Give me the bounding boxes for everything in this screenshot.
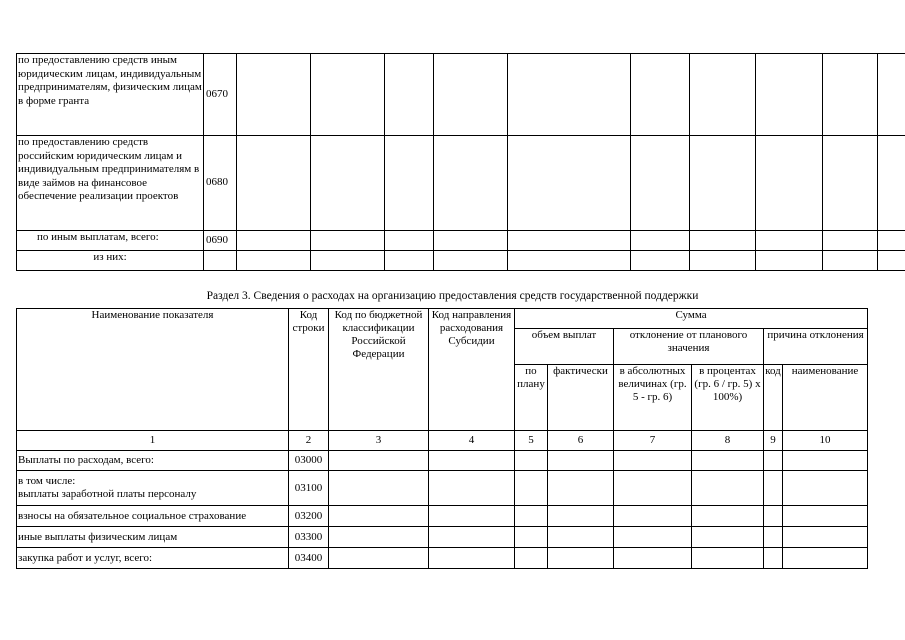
empty-cell[interactable] <box>515 451 548 471</box>
empty-cell[interactable] <box>311 136 385 231</box>
empty-cell[interactable] <box>764 506 783 527</box>
table-row <box>17 451 868 471</box>
row-code: 03100 <box>289 471 329 506</box>
row-label-main: выплаты заработной платы персоналу <box>18 488 197 500</box>
empty-cell[interactable] <box>756 54 823 136</box>
empty-cell[interactable] <box>515 506 548 527</box>
empty-cell[interactable] <box>385 251 434 271</box>
empty-cell[interactable] <box>614 506 692 527</box>
empty-cell[interactable] <box>311 251 385 271</box>
empty-cell[interactable] <box>878 54 905 136</box>
empty-cell[interactable] <box>385 231 434 251</box>
empty-cell[interactable] <box>429 471 515 506</box>
empty-cell[interactable] <box>764 548 783 569</box>
column-number: 5 <box>515 431 548 451</box>
column-number: 9 <box>764 431 783 451</box>
header-actual: фактически <box>548 365 614 431</box>
row-label: Выплаты по расходам, всего: <box>17 451 289 471</box>
empty-cell[interactable] <box>237 231 311 251</box>
upper-table <box>16 53 905 271</box>
column-number: 3 <box>329 431 429 451</box>
header-budget-code: Код по бюджетной классификации Российской Федерации <box>329 309 429 431</box>
empty-cell[interactable] <box>385 136 434 231</box>
empty-cell[interactable] <box>329 471 429 506</box>
empty-cell[interactable] <box>434 231 508 251</box>
header-percent: в процентах (гр. 6 / гр. 5) x 100%) <box>692 365 764 431</box>
header-deviation: отклонение от планового значения <box>614 329 764 365</box>
row-code: 03000 <box>289 451 329 471</box>
empty-cell[interactable] <box>548 527 614 548</box>
section-caption: Раздел 3. Сведения о расходах на организацию предоставления средств государственной поддержки <box>206 290 699 302</box>
empty-cell[interactable] <box>237 136 311 231</box>
empty-cell[interactable] <box>329 527 429 548</box>
empty-cell[interactable] <box>548 471 614 506</box>
table-row <box>17 251 905 271</box>
header-sum: Сумма <box>515 309 868 329</box>
column-number: 6 <box>548 431 614 451</box>
empty-cell[interactable] <box>756 231 823 251</box>
empty-cell[interactable] <box>878 136 905 231</box>
empty-cell[interactable] <box>614 471 692 506</box>
column-number: 8 <box>692 431 764 451</box>
empty-cell[interactable] <box>878 251 905 271</box>
table-row <box>17 231 905 251</box>
table-row <box>17 471 868 506</box>
row-label: из них: <box>17 251 204 271</box>
empty-cell[interactable] <box>515 471 548 506</box>
empty-cell[interactable] <box>311 231 385 251</box>
header-absolute: в абсолютных величинах (гр. 5 - гр. 6) <box>614 365 692 431</box>
empty-cell[interactable] <box>508 54 631 136</box>
table-row <box>17 548 868 569</box>
empty-cell[interactable] <box>878 231 905 251</box>
empty-cell[interactable] <box>614 548 692 569</box>
empty-cell[interactable] <box>614 527 692 548</box>
empty-cell[interactable] <box>434 54 508 136</box>
empty-cell[interactable] <box>783 548 868 569</box>
empty-cell[interactable] <box>631 136 690 231</box>
empty-cell[interactable] <box>823 231 878 251</box>
row-code: 0670 <box>204 54 237 136</box>
header-direction-code: Код направления расходования Субсидии <box>429 309 515 431</box>
row-code <box>204 251 237 271</box>
empty-cell[interactable] <box>329 506 429 527</box>
empty-cell[interactable] <box>515 527 548 548</box>
empty-cell[interactable] <box>548 451 614 471</box>
row-label <box>17 471 289 506</box>
header-payments: объем выплат <box>515 329 614 365</box>
empty-cell[interactable] <box>823 136 878 231</box>
empty-cell[interactable] <box>692 506 764 527</box>
empty-cell[interactable] <box>385 54 434 136</box>
empty-cell[interactable] <box>823 251 878 271</box>
empty-cell[interactable] <box>508 136 631 231</box>
empty-cell[interactable] <box>508 231 631 251</box>
table-row <box>17 54 905 136</box>
empty-cell[interactable] <box>434 136 508 231</box>
header-plan: по плану <box>515 365 548 431</box>
empty-cell[interactable] <box>783 451 868 471</box>
header-row <box>17 309 868 329</box>
column-number: 2 <box>289 431 329 451</box>
header-indicator: Наименование показателя <box>17 309 289 431</box>
empty-cell[interactable] <box>692 451 764 471</box>
empty-cell[interactable] <box>614 451 692 471</box>
header-reason-name: наименование <box>783 365 868 431</box>
row-code: 0690 <box>204 231 237 251</box>
table-row <box>17 527 868 548</box>
table-row <box>17 506 868 527</box>
row-label: по иным выплатам, всего: <box>17 231 204 251</box>
row-code: 03400 <box>289 548 329 569</box>
empty-cell[interactable] <box>548 506 614 527</box>
column-number: 4 <box>429 431 515 451</box>
header-line-code: Код строки <box>289 309 329 431</box>
empty-cell[interactable] <box>690 136 756 231</box>
empty-cell[interactable] <box>631 54 690 136</box>
empty-cell[interactable] <box>764 527 783 548</box>
row-label: по предоставлению средств российским юридическим лицам и индивидуальным предпринимателям в виде займов на финансовое обеспечение реализации проектов <box>17 136 204 231</box>
row-code: 03300 <box>289 527 329 548</box>
empty-cell[interactable] <box>823 54 878 136</box>
empty-cell[interactable] <box>311 54 385 136</box>
empty-cell[interactable] <box>690 251 756 271</box>
empty-cell[interactable] <box>783 471 868 506</box>
empty-cell[interactable] <box>692 527 764 548</box>
empty-cell[interactable] <box>548 548 614 569</box>
empty-cell[interactable] <box>764 471 783 506</box>
empty-cell[interactable] <box>764 451 783 471</box>
empty-cell[interactable] <box>690 231 756 251</box>
empty-cell[interactable] <box>329 548 429 569</box>
column-number: 7 <box>614 431 692 451</box>
empty-cell[interactable] <box>690 54 756 136</box>
empty-cell[interactable] <box>515 548 548 569</box>
empty-cell[interactable] <box>631 251 690 271</box>
header-reason: причина отклонения <box>764 329 868 365</box>
row-label: по предоставлению средств иным юридическим лицам, индивидуальным предпринимателям, физическим лицам в форме гранта <box>17 54 204 136</box>
header-reason-code: код <box>764 365 783 431</box>
empty-cell[interactable] <box>429 451 515 471</box>
column-number-row <box>17 431 868 451</box>
empty-cell[interactable] <box>783 506 868 527</box>
section3-table <box>16 308 868 569</box>
empty-cell[interactable] <box>756 136 823 231</box>
empty-cell[interactable] <box>237 251 311 271</box>
empty-cell[interactable] <box>692 548 764 569</box>
empty-cell[interactable] <box>631 231 690 251</box>
row-label: закупка работ и услуг, всего: <box>17 548 289 569</box>
empty-cell[interactable] <box>508 251 631 271</box>
empty-cell[interactable] <box>434 251 508 271</box>
empty-cell[interactable] <box>429 527 515 548</box>
row-label-prefix: в том числе: <box>18 475 76 487</box>
column-number: 10 <box>783 431 868 451</box>
empty-cell[interactable] <box>429 506 515 527</box>
empty-cell[interactable] <box>429 548 515 569</box>
empty-cell[interactable] <box>692 471 764 506</box>
row-label: взносы на обязательное социальное страхование <box>17 506 289 527</box>
row-code: 03200 <box>289 506 329 527</box>
empty-cell[interactable] <box>237 54 311 136</box>
empty-cell[interactable] <box>783 527 868 548</box>
row-label: иные выплаты физическим лицам <box>17 527 289 548</box>
empty-cell[interactable] <box>756 251 823 271</box>
column-number: 1 <box>17 431 289 451</box>
row-code: 0680 <box>204 136 237 231</box>
table-row <box>17 136 905 231</box>
empty-cell[interactable] <box>329 451 429 471</box>
